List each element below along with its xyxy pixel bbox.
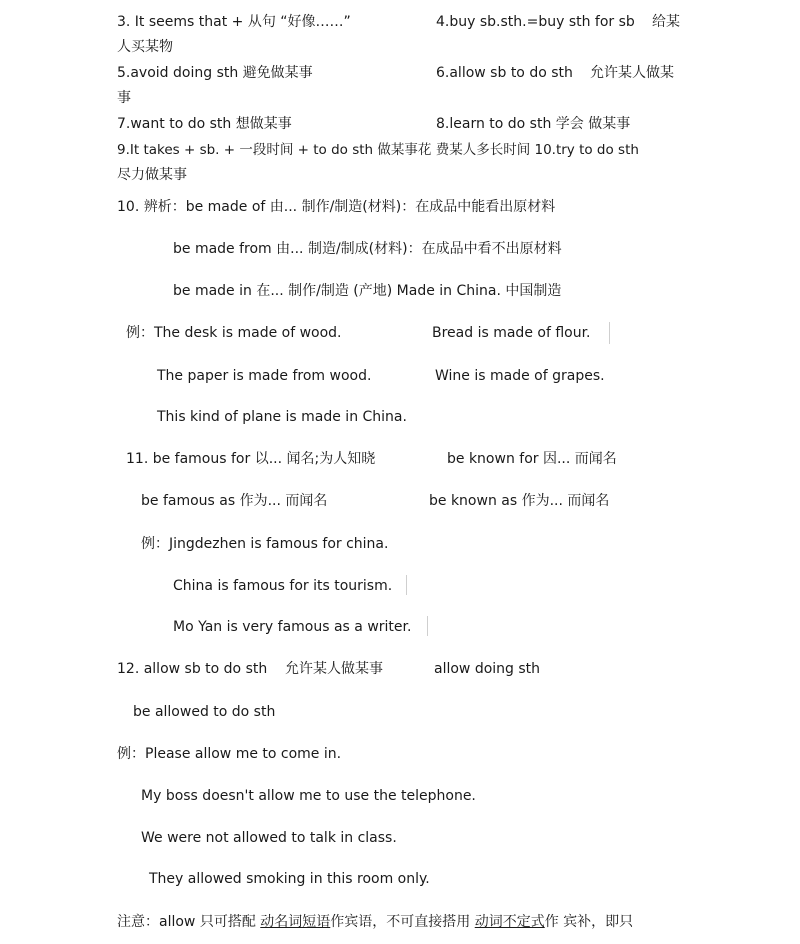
item-12-passive: be allowed to do sth	[133, 704, 276, 720]
item-8: 8.learn to do sth 学会 做某事	[436, 116, 631, 132]
example-10-2: Bread is made of flour.	[432, 325, 591, 341]
item-6: 6.allow sb to do sth	[436, 65, 573, 81]
item-11-known-for: be known for 因... 而闻名	[447, 451, 617, 467]
item-5: 5.avoid doing sth 避免做某事	[117, 65, 313, 81]
example-10-3: The paper is made from wood.	[157, 368, 372, 384]
item-7: 7.want to do sth 想做某事	[117, 116, 292, 132]
example-10-5: This kind of plane is made in China.	[157, 409, 407, 425]
item-4-wrap: 人买某物	[117, 39, 173, 55]
example-12-4: They allowed smoking in this room only.	[149, 871, 430, 887]
example-11-1: 例：Jingdezhen is famous for china.	[141, 536, 389, 552]
scan-artifact-line	[609, 322, 610, 344]
scan-artifact-line	[406, 575, 407, 595]
item-10-in: be made in 在... 制作/制造 (产地) Made in China. 中国制造	[173, 283, 562, 299]
item-11-known-as: be known as 作为... 而闻名	[429, 493, 610, 509]
item-6-cont: 允许某人做某	[590, 65, 674, 81]
note-suffix: 作 宾补，即只	[544, 914, 634, 930]
item-9-wrap: 尽力做某事	[117, 167, 187, 183]
item-12: 12. allow sb to do sth	[117, 661, 268, 677]
item-6-wrap: 事	[117, 90, 131, 106]
item-11-famous-as: be famous as 作为... 而闻名	[141, 493, 328, 509]
example-12-3: We were not allowed to talk in class.	[141, 830, 397, 846]
item-12-gerund: allow doing sth	[434, 661, 541, 677]
item-10-heading: 10. 辨析：be made of 由... 制作/制造(材料)：在成品中能看出原材料	[117, 199, 556, 215]
note-prefix: 注意：allow 只可搭配	[117, 914, 261, 930]
item-12-meaning: 允许某人做某事	[285, 661, 383, 677]
item-9: 9.It takes + sb. + 一段时间 + to do sth 做某事花 费某人多长时间 10.try to do sth	[117, 142, 639, 158]
note-line	[117, 913, 633, 931]
item-10-from: be made from 由... 制造/制成(材料)：在成品中看不出原材料	[173, 241, 562, 257]
note-underline-gerund: 动名词短语	[260, 914, 331, 930]
example-10-1: 例：The desk is made of wood.	[126, 325, 342, 341]
scan-artifact-line	[427, 616, 428, 636]
example-12-1: 例：Please allow me to come in.	[117, 746, 342, 762]
item-11-heading: 11. be famous for 以... 闻名;为人知晓	[126, 451, 376, 467]
example-11-2: China is famous for its tourism.	[173, 578, 393, 594]
example-11-3: Mo Yan is very famous as a writer.	[173, 619, 412, 635]
item-4: 4.buy sb.sth.=buy sth for sb	[436, 14, 635, 30]
item-4-cont: 给某	[652, 14, 680, 30]
item-3: 3. It seems that + 从句 “好像……”	[117, 14, 351, 30]
note-underline-infinitive: 动词不定式	[474, 914, 545, 930]
note-middle: 作宾语，不可直接搭用	[330, 914, 475, 930]
example-10-4: Wine is made of grapes.	[435, 368, 605, 384]
example-12-2: My boss doesn't allow me to use the telephone.	[141, 788, 476, 804]
